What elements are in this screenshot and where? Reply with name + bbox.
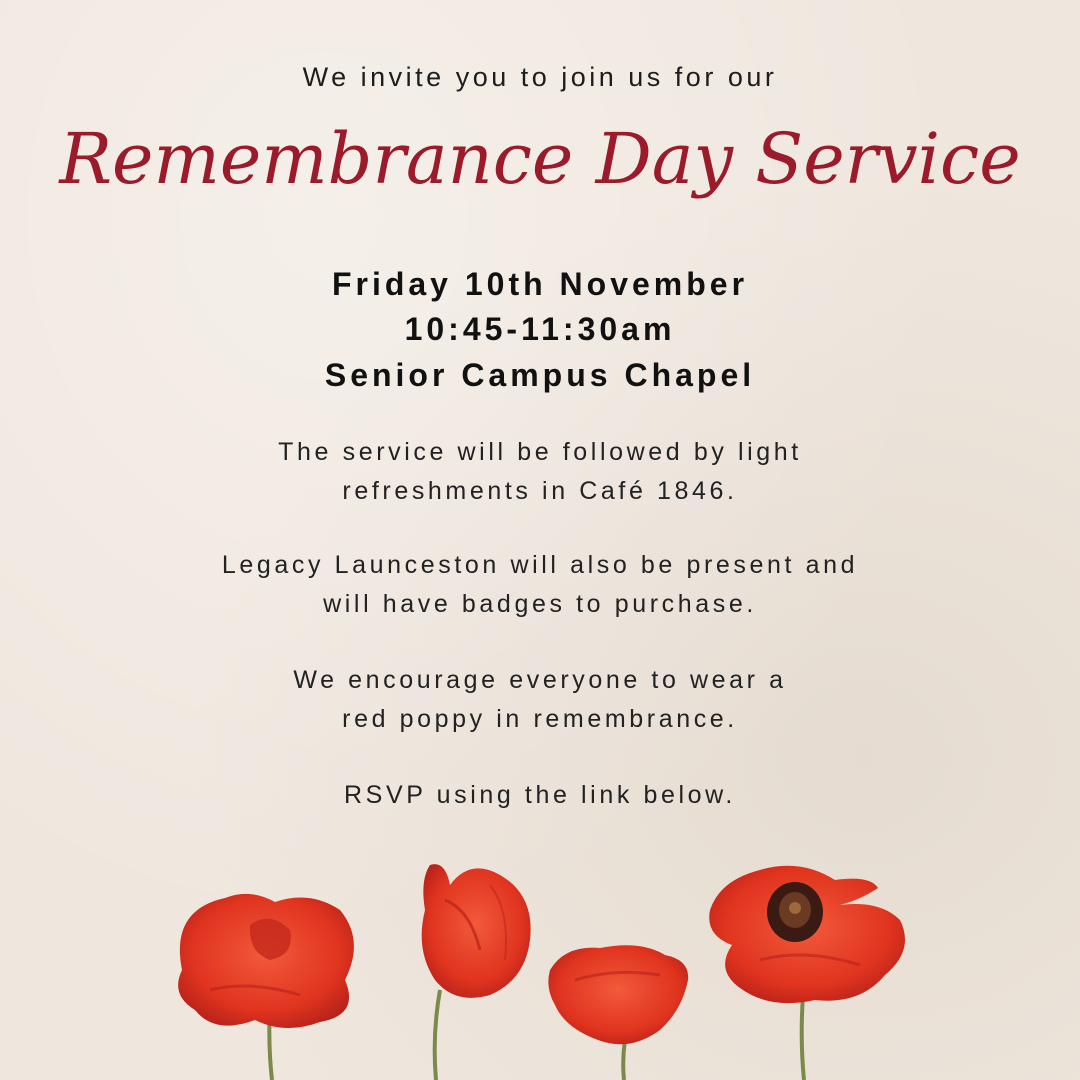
poppy-flowers-illustration (0, 840, 1080, 1080)
poppy-text-line-2: red poppy in remembrance. (342, 705, 738, 733)
refreshments-text-line-2: refreshments in Café 1846. (342, 477, 738, 505)
poppy-3-icon (548, 945, 688, 1080)
event-time: 10:45-11:30am (404, 311, 676, 347)
poppy-4-icon (709, 866, 905, 1080)
rsvp-text: RSVP using the link below. (344, 781, 736, 809)
intro-text: We invite you to join us for our (302, 62, 778, 92)
refreshments-text-line-1: The service will be followed by light (278, 438, 802, 466)
poppy-2-icon (422, 864, 531, 1080)
event-location: Senior Campus Chapel (324, 357, 756, 393)
legacy-text-line-1: Legacy Launceston will also be present and (221, 551, 859, 579)
event-title: Remembrance Day Service (59, 118, 1021, 200)
poppy-text-line-1: We encourage everyone to wear a (293, 666, 787, 694)
poppy-1-icon (178, 894, 354, 1080)
event-date: Friday 10th November (331, 266, 749, 302)
legacy-text-line-2: will have badges to purchase. (323, 590, 757, 618)
